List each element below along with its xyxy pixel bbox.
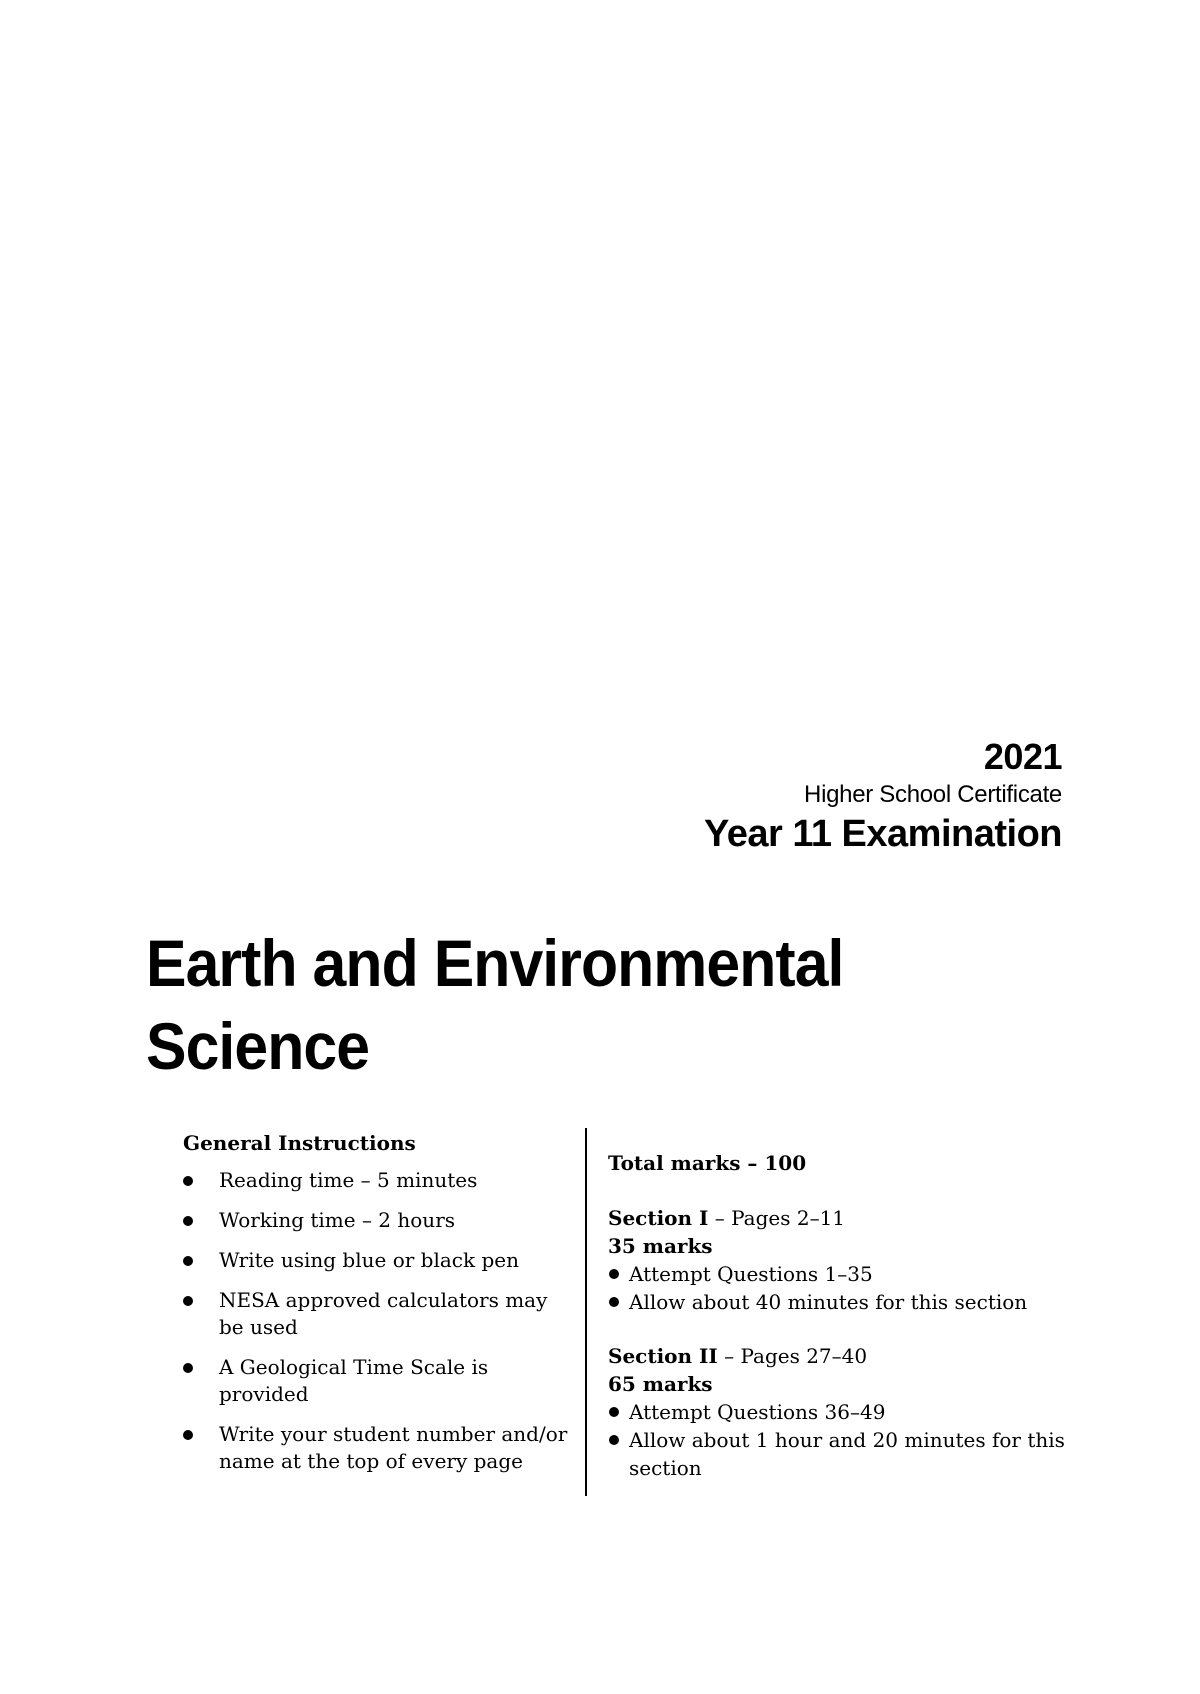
instruction-item — [183, 1421, 573, 1475]
exam-year: 2021 — [983, 736, 1062, 777]
instruction-item — [183, 1247, 573, 1274]
instruction-text: Reading time – 5 minutes — [219, 1168, 478, 1192]
section-1-item — [608, 1260, 1078, 1288]
instruction-item — [183, 1354, 573, 1408]
bullet-icon — [183, 1216, 193, 1226]
column-divider — [585, 1128, 587, 1496]
bullet-icon — [609, 1407, 619, 1417]
bullet-icon — [183, 1176, 193, 1186]
subject-title-line-1: Earth and Environmental — [146, 926, 844, 1000]
section-1-marks: 35 marks — [608, 1234, 713, 1258]
general-instructions-heading: General Instructions — [183, 1131, 416, 1155]
instruction-list — [183, 1167, 573, 1475]
marks-summary — [608, 1149, 1078, 1508]
subject-title — [146, 922, 843, 1088]
section-1-item-text: Allow about 40 minutes for this section — [629, 1290, 1028, 1314]
section-2-label: Section II — [608, 1344, 718, 1368]
subject-title-line-2: Science — [146, 1009, 370, 1083]
bullet-icon — [609, 1269, 619, 1279]
section-1-label: Section I — [608, 1206, 709, 1230]
section-2-pages: – Pages 27–40 — [717, 1344, 868, 1368]
bullet-icon — [183, 1296, 193, 1306]
section-1-heading — [608, 1204, 1078, 1232]
section-2-item-text: Allow about 1 hour and 20 minutes for this section — [629, 1428, 1065, 1480]
section-2-item — [608, 1398, 1078, 1426]
exam-header — [704, 736, 1062, 856]
section-2 — [608, 1342, 1078, 1482]
bullet-icon — [609, 1435, 619, 1445]
instruction-text: Write using blue or black pen — [219, 1248, 519, 1272]
bullet-icon — [183, 1430, 193, 1440]
section-1-item — [608, 1288, 1078, 1316]
total-marks: Total marks – 100 — [608, 1151, 807, 1175]
instruction-item — [183, 1287, 573, 1341]
instruction-text: Working time – 2 hours — [219, 1208, 456, 1232]
section-1-item-text: Attempt Questions 1–35 — [629, 1262, 873, 1286]
certificate-name: Higher School Certificate — [804, 781, 1062, 808]
instruction-text: A Geological Time Scale is provided — [219, 1355, 489, 1406]
section-1-pages: – Pages 2–11 — [708, 1206, 846, 1230]
exam-title: Year 11 Examination — [703, 813, 1062, 855]
instruction-item — [183, 1167, 573, 1194]
instruction-text: Write your student number and/or name at the top of every page — [219, 1422, 568, 1473]
instruction-item — [183, 1207, 573, 1234]
section-2-item-text: Attempt Questions 36–49 — [629, 1400, 886, 1424]
section-2-marks: 65 marks — [608, 1372, 713, 1396]
section-2-item — [608, 1426, 1078, 1482]
section-1-list — [608, 1260, 1078, 1316]
section-2-list — [608, 1398, 1078, 1482]
section-1 — [608, 1204, 1078, 1316]
section-2-heading — [608, 1342, 1078, 1370]
bullet-icon — [183, 1363, 193, 1373]
bullet-icon — [609, 1297, 619, 1307]
general-instructions — [183, 1130, 573, 1488]
bullet-icon — [183, 1256, 193, 1266]
instruction-text: NESA approved calculators may be used — [219, 1288, 548, 1339]
